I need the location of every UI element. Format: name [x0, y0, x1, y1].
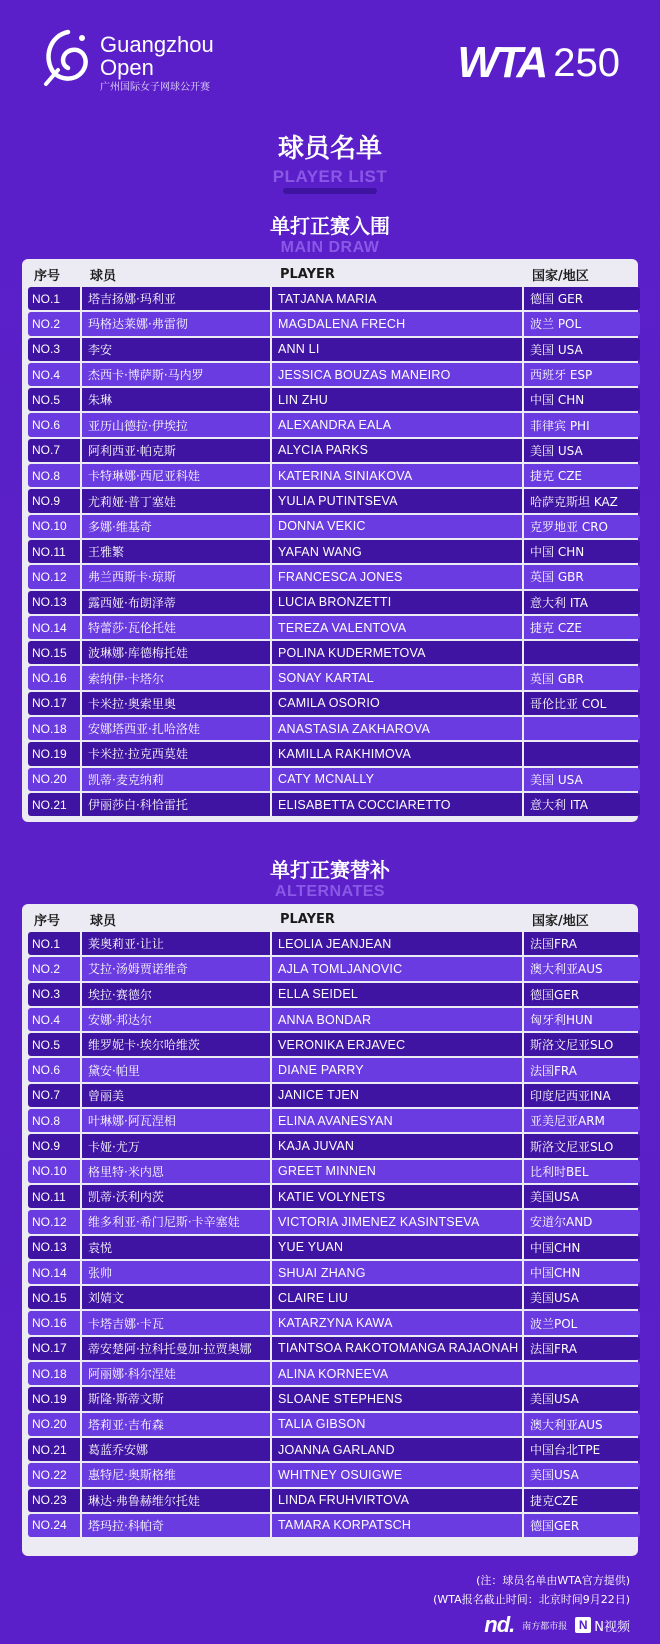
table-row	[28, 1463, 633, 1486]
page-title-zh: 球员名单	[277, 134, 382, 164]
cell-country: 中国 CHN	[524, 540, 640, 563]
cell-country: 中国CHN	[524, 1236, 640, 1259]
cell-country: 比利时BEL	[524, 1160, 640, 1183]
page-title-en: PLAYER LIST	[272, 167, 388, 186]
cell-no: NO.7	[28, 1084, 80, 1107]
cell-player-en: KATIE VOLYNETS	[272, 1185, 522, 1208]
cell-player-zh: 亚历山德拉·伊埃拉	[82, 413, 270, 436]
source-note: (注：球员名单由WTA官方提供)	[476, 1574, 630, 1587]
table-row	[28, 540, 633, 563]
cell-country: 安道尔AND	[524, 1210, 640, 1233]
table-row	[28, 692, 633, 715]
cell-country: 波兰 POL	[524, 312, 640, 335]
cell-player-en: GREET MINNEN	[272, 1160, 522, 1183]
table-row	[28, 1514, 633, 1537]
cell-player-zh: 埃拉·赛德尔	[82, 983, 270, 1006]
table-row	[28, 1058, 633, 1081]
cell-player-zh: 阿丽娜·科尔涅娃	[82, 1362, 270, 1385]
page-title	[0, 128, 660, 187]
cell-player-zh: 卡米拉·奥索里奥	[82, 692, 270, 715]
cell-no: NO.24	[28, 1514, 80, 1537]
table-row	[28, 1236, 633, 1259]
cell-player-en: ANNA BONDAR	[272, 1008, 522, 1031]
cell-no: NO.15	[28, 1286, 80, 1309]
cell-country: 法国FRA	[524, 932, 640, 955]
cell-no: NO.3	[28, 338, 80, 361]
cell-no: NO.11	[28, 1185, 80, 1208]
cell-player-en: CAMILA OSORIO	[272, 692, 522, 715]
cell-player-en: ELINA AVANESYAN	[272, 1109, 522, 1132]
cell-player-zh: 凯蒂·麦克纳莉	[82, 768, 270, 791]
cell-player-en: CLAIRE LIU	[272, 1286, 522, 1309]
cell-no: NO.18	[28, 717, 80, 740]
cell-player-zh: 刘婧文	[82, 1286, 270, 1309]
cell-country: 英国 GBR	[524, 666, 640, 689]
cell-player-en: POLINA KUDERMETOVA	[272, 641, 522, 664]
cell-player-zh: 弗兰西斯卡·琼斯	[82, 565, 270, 588]
cell-player-zh: 王雅繁	[82, 540, 270, 563]
cell-player-zh: 曾丽美	[82, 1084, 270, 1107]
cell-country: 美国USA	[524, 1463, 640, 1486]
cell-player-en: ELISABETTA COCCIARETTO	[272, 793, 522, 816]
cell-country: 澳大利亚AUS	[524, 1413, 640, 1436]
table-row	[28, 413, 633, 436]
cell-player-zh: 蒂安楚阿·拉科托曼加·拉贾奥娜	[82, 1337, 270, 1360]
cell-player-zh: 塔吉扬娜·玛利亚	[82, 287, 270, 310]
main-draw-title-en: MAIN DRAW	[280, 239, 380, 256]
table-row	[28, 591, 633, 614]
cell-player-en: SHUAI ZHANG	[272, 1261, 522, 1284]
cell-player-en: MAGDALENA FRECH	[272, 312, 522, 335]
cell-player-zh: 莱奥莉亚·让让	[82, 932, 270, 955]
cell-player-en: YUE YUAN	[272, 1236, 522, 1259]
cell-player-en: KAJA JUVAN	[272, 1134, 522, 1157]
cell-no: NO.1	[28, 287, 80, 310]
cell-player-en: YULIA PUTINTSEVA	[272, 489, 522, 512]
table-row	[28, 363, 633, 386]
cell-player-zh: 索纳伊·卡塔尔	[82, 666, 270, 689]
cell-player-en: CATY MCNALLY	[272, 768, 522, 791]
cell-player-zh: 特蕾莎·瓦伦托娃	[82, 616, 270, 639]
cell-country: 亚美尼亚ARM	[524, 1109, 640, 1132]
cell-country: 意大利 ITA	[524, 793, 640, 816]
table-row	[28, 287, 633, 310]
cell-player-en: KATARZYNA KAWA	[272, 1311, 522, 1334]
cell-player-zh: 波琳娜·库德梅托娃	[82, 641, 270, 664]
table-row	[28, 464, 633, 487]
cell-country	[524, 1362, 640, 1385]
cell-player-en: TIANTSOA RAKOTOMANGA RAJAONAH	[272, 1337, 522, 1360]
cell-player-zh: 张帅	[82, 1261, 270, 1284]
cell-player-zh: 塔莉亚·吉布森	[82, 1413, 270, 1436]
table-row	[28, 1337, 633, 1360]
alternates-rows	[28, 932, 633, 1537]
cell-no: NO.4	[28, 1008, 80, 1031]
col-header-country: 国家/地区	[532, 268, 589, 284]
cell-country: 中国CHN	[524, 1261, 640, 1284]
guangzhou-open-logo-icon	[38, 26, 96, 88]
cell-country: 美国USA	[524, 1286, 640, 1309]
cell-player-zh: 塔玛拉·科帕奇	[82, 1514, 270, 1537]
cell-country: 斯洛文尼亚SLO	[524, 1033, 640, 1056]
cell-player-zh: 玛格达莱娜·弗雷彻	[82, 312, 270, 335]
table-row	[28, 641, 633, 664]
cell-player-en: DONNA VEKIC	[272, 515, 522, 538]
nvideo-text: N视频	[594, 1619, 630, 1635]
cell-player-zh: 多娜·维基奇	[82, 515, 270, 538]
brand-line1: Guangzhou	[100, 32, 214, 57]
cell-country: 澳大利亚AUS	[524, 957, 640, 980]
cell-player-zh: 杰西卡·博萨斯·马内罗	[82, 363, 270, 386]
table-row	[28, 489, 633, 512]
header	[0, 0, 660, 110]
cell-country: 美国USA	[524, 1387, 640, 1410]
cell-country: 美国 USA	[524, 338, 640, 361]
table-row	[28, 1160, 633, 1183]
cell-country: 捷克 CZE	[524, 616, 640, 639]
cell-no: NO.20	[28, 1413, 80, 1436]
cell-country: 西班牙 ESP	[524, 363, 640, 386]
table-row	[28, 338, 633, 361]
cell-no: NO.6	[28, 413, 80, 436]
cell-player-zh: 琳达·弗鲁赫维尔托娃	[82, 1489, 270, 1512]
cell-player-zh: 阿利西亚·帕克斯	[82, 439, 270, 462]
cell-no: NO.10	[28, 1160, 80, 1183]
table-row	[28, 768, 633, 791]
cell-no: NO.5	[28, 1033, 80, 1056]
alternates-title-zh: 单打正赛替补	[270, 858, 390, 882]
cell-country	[524, 742, 640, 765]
cell-no: NO.20	[28, 768, 80, 791]
table-row	[28, 515, 633, 538]
cell-player-en: LUCIA BRONZETTI	[272, 591, 522, 614]
table-row	[28, 616, 633, 639]
cell-no: NO.23	[28, 1489, 80, 1512]
cell-player-zh: 艾拉·汤姆贾诺维奇	[82, 957, 270, 980]
cell-no: NO.6	[28, 1058, 80, 1081]
cell-player-zh: 斯隆·斯蒂文斯	[82, 1387, 270, 1410]
cell-player-zh: 格里特·米内恩	[82, 1160, 270, 1183]
cell-player-en: SONAY KARTAL	[272, 666, 522, 689]
table-row	[28, 1362, 633, 1385]
cell-no: NO.5	[28, 388, 80, 411]
cell-country: 中国台北TPE	[524, 1438, 640, 1461]
cell-country: 印度尼西亚INA	[524, 1084, 640, 1107]
cell-country: 法国FRA	[524, 1337, 640, 1360]
cell-country: 德国GER	[524, 983, 640, 1006]
cell-no: NO.14	[28, 1261, 80, 1284]
cell-country: 德国GER	[524, 1514, 640, 1537]
cell-player-en: TEREZA VALENTOVA	[272, 616, 522, 639]
table-row	[28, 1134, 633, 1157]
cell-country: 美国USA	[524, 1185, 640, 1208]
cell-player-en: VERONIKA ERJAVEC	[272, 1033, 522, 1056]
cell-country: 捷克 CZE	[524, 464, 640, 487]
table-row	[28, 1084, 633, 1107]
cell-no: NO.3	[28, 983, 80, 1006]
brand-sub: 广州国际女子网球公开赛	[100, 82, 210, 93]
main-draw-title	[0, 210, 660, 257]
cell-player-zh: 卡娅·尤万	[82, 1134, 270, 1157]
cell-player-zh: 维多利亚·希门尼斯·卡辛塞娃	[82, 1210, 270, 1233]
cell-player-zh: 维罗妮卡·埃尔哈维茨	[82, 1033, 270, 1056]
table-row	[28, 1286, 633, 1309]
cell-no: NO.19	[28, 1387, 80, 1410]
cell-player-en: TALIA GIBSON	[272, 1413, 522, 1436]
table-row	[28, 388, 633, 411]
cell-player-zh: 惠特尼·奥斯格维	[82, 1463, 270, 1486]
cell-player-en: ALEXANDRA EALA	[272, 413, 522, 436]
cell-player-en: ALINA KORNEEVA	[272, 1362, 522, 1385]
table-row	[28, 1185, 633, 1208]
cell-player-zh: 安娜·邦达尔	[82, 1008, 270, 1031]
cell-no: NO.2	[28, 957, 80, 980]
table-row	[28, 666, 633, 689]
col-header-zh: 球员	[90, 268, 117, 284]
table-row	[28, 1210, 633, 1233]
col-header-no: 序号	[34, 268, 61, 284]
cell-country: 波兰POL	[524, 1311, 640, 1334]
table-row	[28, 742, 633, 765]
cell-player-en: WHITNEY OSUIGWE	[272, 1463, 522, 1486]
nd-logo: nd.	[484, 1612, 515, 1637]
footer-logos	[484, 1612, 630, 1638]
cell-country: 美国 USA	[524, 768, 640, 791]
table-row	[28, 932, 633, 955]
col-header-zh: 球员	[90, 913, 117, 929]
table-row	[28, 983, 633, 1006]
cell-player-en: YAFAN WANG	[272, 540, 522, 563]
cell-player-en: VICTORIA JIMENEZ KASINTSEVA	[272, 1210, 522, 1233]
table-row	[28, 1489, 633, 1512]
cell-player-en: JOANNA GARLAND	[272, 1438, 522, 1461]
cell-no: NO.11	[28, 540, 80, 563]
brand-line2: Open	[100, 55, 154, 80]
main-draw-rows	[28, 287, 633, 816]
cell-no: NO.12	[28, 565, 80, 588]
cell-player-zh: 葛蓝乔安娜	[82, 1438, 270, 1461]
cell-no: NO.17	[28, 1337, 80, 1360]
cell-no: NO.2	[28, 312, 80, 335]
cell-country	[524, 641, 640, 664]
table-row	[28, 1438, 633, 1461]
media-text: 南方都市报	[522, 1621, 568, 1632]
table-row	[28, 1311, 633, 1334]
table-row	[28, 439, 633, 462]
cell-player-en: ELLA SEIDEL	[272, 983, 522, 1006]
cell-country: 中国 CHN	[524, 388, 640, 411]
cell-country: 法国FRA	[524, 1058, 640, 1081]
cell-player-zh: 露西娅·布朗泽蒂	[82, 591, 270, 614]
nvideo-logo	[575, 1616, 630, 1635]
cell-country: 英国 GBR	[524, 565, 640, 588]
table-row	[28, 1413, 633, 1436]
alternates-title	[0, 854, 660, 901]
cell-player-zh: 朱琳	[82, 388, 270, 411]
cell-player-en: JESSICA BOUZAS MANEIRO	[272, 363, 522, 386]
table-row	[28, 1261, 633, 1284]
cell-player-en: ALYCIA PARKS	[272, 439, 522, 462]
cell-no: NO.8	[28, 464, 80, 487]
table-row	[28, 793, 633, 816]
cell-player-zh: 黛安·帕里	[82, 1058, 270, 1081]
wta-logo-text: WTA	[457, 38, 546, 87]
cell-no: NO.1	[28, 932, 80, 955]
table-row	[28, 1387, 633, 1410]
cell-no: NO.9	[28, 489, 80, 512]
col-header-country: 国家/地区	[532, 913, 589, 929]
cell-country: 意大利 ITA	[524, 591, 640, 614]
cell-player-en: LIN ZHU	[272, 388, 522, 411]
cell-no: NO.9	[28, 1134, 80, 1157]
cell-player-zh: 卡米拉·拉克西莫娃	[82, 742, 270, 765]
cell-player-zh: 卡特琳娜·西尼亚科娃	[82, 464, 270, 487]
cell-player-en: LEOLIA JEANJEAN	[272, 932, 522, 955]
main-draw-table	[22, 259, 638, 822]
cell-player-zh: 凯蒂·沃利内茨	[82, 1185, 270, 1208]
cell-no: NO.13	[28, 591, 80, 614]
cell-player-zh: 伊丽莎白·科恰雷托	[82, 793, 270, 816]
cell-no: NO.12	[28, 1210, 80, 1233]
cell-no: NO.22	[28, 1463, 80, 1486]
table-row	[28, 312, 633, 335]
cell-no: NO.18	[28, 1362, 80, 1385]
table-header	[28, 908, 633, 930]
cell-no: NO.14	[28, 616, 80, 639]
cell-player-zh: 叶琳娜·阿瓦涅相	[82, 1109, 270, 1132]
cell-country	[524, 717, 640, 740]
cell-country: 匈牙利HUN	[524, 1008, 640, 1031]
nvideo-icon: N	[575, 1617, 591, 1633]
cell-player-en: ANN LI	[272, 338, 522, 361]
alternates-table	[22, 904, 638, 1556]
table-row	[28, 717, 633, 740]
cell-no: NO.19	[28, 742, 80, 765]
cell-country: 哈萨克斯坦 KAZ	[524, 489, 640, 512]
cell-player-en: KATERINA SINIAKOVA	[272, 464, 522, 487]
cell-no: NO.10	[28, 515, 80, 538]
table-row	[28, 957, 633, 980]
col-header-en: PLAYER	[280, 911, 335, 927]
cell-player-en: SLOANE STEPHENS	[272, 1387, 522, 1410]
table-row	[28, 1008, 633, 1031]
cell-country: 菲律宾 PHI	[524, 413, 640, 436]
cell-player-zh: 袁悦	[82, 1236, 270, 1259]
cell-country: 美国 USA	[524, 439, 640, 462]
alternates-title-en: ALTERNATES	[274, 883, 386, 900]
cell-country: 哥伦比亚 COL	[524, 692, 640, 715]
cell-player-zh: 卡塔吉娜·卡瓦	[82, 1311, 270, 1334]
title-divider	[283, 188, 377, 194]
cell-country: 捷克CZE	[524, 1489, 640, 1512]
cell-player-en: JANICE TJEN	[272, 1084, 522, 1107]
cell-player-en: DIANE PARRY	[272, 1058, 522, 1081]
cell-player-en: ANASTASIA ZAKHAROVA	[272, 717, 522, 740]
cell-no: NO.16	[28, 1311, 80, 1334]
cell-no: NO.7	[28, 439, 80, 462]
wta-250-logo	[457, 38, 620, 88]
cell-no: NO.16	[28, 666, 80, 689]
col-header-en: PLAYER	[280, 266, 335, 282]
cell-player-en: TATJANA MARIA	[272, 287, 522, 310]
cell-player-en: FRANCESCA JONES	[272, 565, 522, 588]
cell-country: 德国 GER	[524, 287, 640, 310]
cell-no: NO.4	[28, 363, 80, 386]
cell-country: 斯洛文尼亚SLO	[524, 1134, 640, 1157]
table-row	[28, 1109, 633, 1132]
deadline-note: (WTA报名截止时间：北京时间9月22日)	[433, 1593, 630, 1606]
cell-player-en: LINDA FRUHVIRTOVA	[272, 1489, 522, 1512]
col-header-no: 序号	[34, 913, 61, 929]
cell-no: NO.17	[28, 692, 80, 715]
cell-player-en: AJLA TOMLJANOVIC	[272, 957, 522, 980]
wta-tier-text: 250	[553, 40, 620, 85]
cell-player-en: TAMARA KORPATSCH	[272, 1514, 522, 1537]
cell-player-zh: 安娜塔西亚·扎哈洛娃	[82, 717, 270, 740]
cell-no: NO.8	[28, 1109, 80, 1132]
cell-no: NO.21	[28, 793, 80, 816]
main-draw-title-zh: 单打正赛入围	[270, 214, 390, 238]
cell-country: 克罗地亚 CRO	[524, 515, 640, 538]
brand-text	[100, 34, 214, 93]
table-row	[28, 1033, 633, 1056]
cell-player-zh: 李安	[82, 338, 270, 361]
cell-player-zh: 尤莉娅·普丁塞娃	[82, 489, 270, 512]
table-header	[28, 263, 633, 285]
cell-no: NO.15	[28, 641, 80, 664]
cell-player-en: KAMILLA RAKHIMOVA	[272, 742, 522, 765]
cell-no: NO.21	[28, 1438, 80, 1461]
table-row	[28, 565, 633, 588]
cell-no: NO.13	[28, 1236, 80, 1259]
